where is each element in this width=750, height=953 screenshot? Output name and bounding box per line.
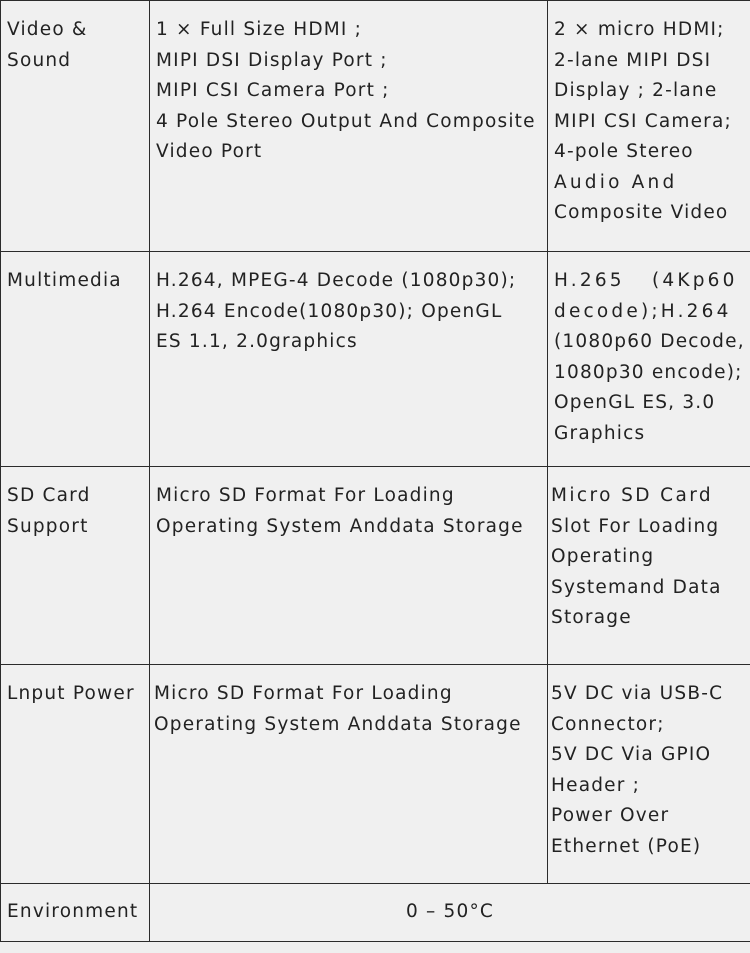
cell-line: Ethernet (PoE)	[551, 835, 702, 857]
environment-value: 0 – 50°C	[150, 884, 750, 942]
cell-line: Operating	[551, 546, 655, 567]
cell-line: Power Over	[551, 805, 670, 826]
row-label	[1, 467, 150, 665]
label-line: SD Card	[7, 485, 91, 506]
cell-line: 1 × Full Size HDMI ;	[156, 19, 363, 40]
cell-line: MIPI CSI Camera;	[554, 110, 732, 132]
cell-line: MIPI DSI Display Port ;	[156, 49, 388, 71]
cell-line: Composite Video	[554, 202, 729, 223]
label-line: Environment	[7, 901, 139, 923]
row-label	[1, 665, 150, 884]
table-row-input-power	[1, 665, 750, 884]
spec-cell-left	[150, 1, 548, 252]
cell-line: Operating System Anddata Storage	[156, 515, 524, 537]
row-label	[1, 884, 150, 942]
cell-line: ES 1.1, 2.0graphics	[156, 331, 358, 352]
cell-line: H.264, MPEG-4 Decode (1080p30);	[156, 270, 517, 291]
cell-line: 2 × micro HDMI;	[554, 19, 725, 40]
cell-line: Graphics	[554, 422, 646, 444]
cell-line: 5V DC via USB-C	[551, 683, 724, 704]
spec-cell-right	[548, 252, 750, 467]
cell-line: Slot For Loading	[551, 515, 720, 537]
cell-line: 1080p30 encode);	[554, 361, 743, 383]
spec-cell-right	[548, 1, 750, 252]
cell-line: H.264 Encode(1080p30); OpenGL	[156, 300, 503, 322]
spec-cell-left	[150, 467, 548, 665]
row-label	[1, 1, 150, 252]
spec-cell-left	[150, 665, 548, 884]
cell-line: Video Port	[156, 141, 263, 162]
spec-cell-right	[548, 467, 750, 665]
cell-line: Header ;	[551, 774, 641, 796]
label-line: Multimedia	[7, 270, 122, 291]
label-line: Lnput Power	[7, 683, 135, 704]
spec-cell-left	[150, 252, 548, 467]
cell-line: Micro SD Card	[551, 485, 714, 506]
cell-line: MIPI CSI Camera Port ;	[156, 80, 390, 101]
cell-line: decode);H.264	[554, 300, 732, 322]
cell-line: Audio And	[554, 171, 678, 193]
cell-line: Systemand Data	[551, 576, 722, 598]
cell-line: Storage	[551, 607, 632, 628]
label-line: Support	[7, 515, 89, 537]
cell-line: Micro SD Format For Loading	[156, 485, 455, 506]
cell-line: 5V DC Via GPIO	[551, 744, 712, 765]
label-line: Video &	[7, 19, 88, 40]
table-row-environment	[1, 884, 750, 942]
cell-line: Display ; 2-lane	[554, 80, 718, 101]
cell-line: 4-pole Stereo	[554, 141, 694, 162]
cell-line: OpenGL ES, 3.0	[554, 392, 716, 413]
table-row-video-sound	[1, 1, 750, 252]
cell-line: 4 Pole Stereo Output And Composite	[156, 110, 536, 132]
spec-cell-right	[548, 665, 750, 884]
row-label	[1, 252, 150, 467]
cell-line: H.265 (4Kp60	[554, 270, 738, 291]
cell-line: Operating System Anddata Storage	[154, 713, 522, 735]
cell-line: Connector;	[551, 713, 665, 735]
cell-line: (1080p60 Decode,	[554, 331, 745, 352]
cell-line: 2-lane MIPI DSI	[554, 49, 712, 71]
table-row-sd-card	[1, 467, 750, 665]
table-row-multimedia	[1, 252, 750, 467]
label-line: Sound	[7, 49, 72, 71]
cell-line: Micro SD Format For Loading	[154, 683, 453, 704]
